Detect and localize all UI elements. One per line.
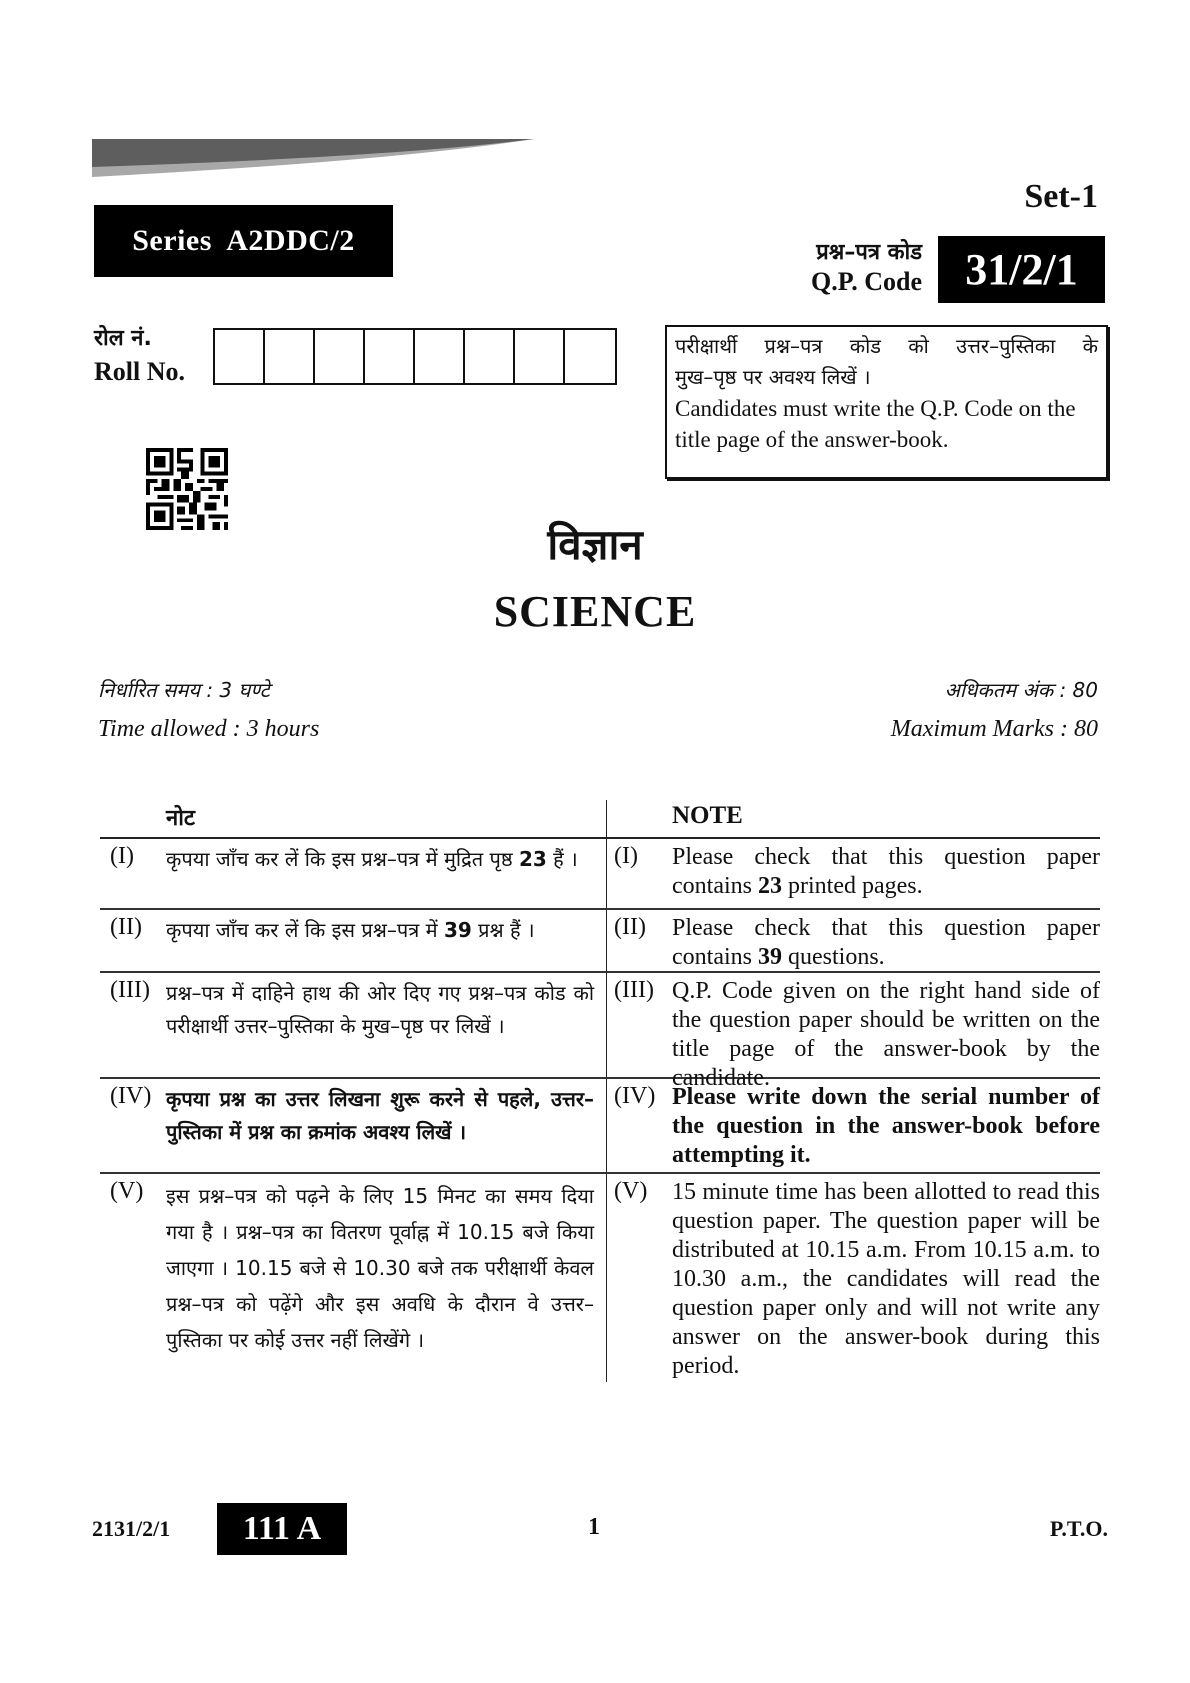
roll-number-labels (94, 324, 185, 389)
instruction-text-hindi: प्रश्न–पत्र में दाहिने हाथ की ओर दिए गए प्रश्न–पत्र कोड को परीक्षार्थी उत्तर–पुस्तिका के मुख–पृष्ठ पर लिखें । (166, 981, 594, 1038)
instruction-text-english: Please check that this question paper contains 23 printed pages. (672, 844, 1100, 899)
time-allowed-english: Time allowed : 3 hours (98, 716, 320, 742)
footer-paper-code: 2131/2/1 (92, 1516, 171, 1541)
instruction-number: (I) (614, 843, 638, 869)
max-marks-hindi: अधिकतम अंक : 80 (944, 678, 1098, 702)
footer-badge (217, 1503, 347, 1555)
instruction-text-english: Please check that this question paper contains 39 questions. (672, 915, 1100, 970)
instruction-number: (V) (614, 1178, 648, 1204)
header-swoosh-graphic (92, 139, 534, 177)
roll-label-english: Roll No. (94, 356, 185, 386)
roll-digit-box-5[interactable] (415, 330, 465, 383)
instruction-text-hindi: कृपया जाँच कर लें कि इस प्रश्न–पत्र में मुद्रित पृष्ठ 23 हैं । (166, 847, 578, 871)
series-label: Series A2DDC/2 (132, 224, 355, 257)
roll-digit-box-6[interactable] (465, 330, 515, 383)
note-heading-hindi: नोट (166, 806, 195, 831)
roll-digit-box-4[interactable] (365, 330, 415, 383)
instruction-text-english: 15 minute time has been allotted to read this question paper. The question paper will be distributed at 10.15 a.m. From 10.15 a.m. to 10.30 a.m., the candidates will read the question paper only and will not write any answer on the answer-book during this period. (672, 1179, 1100, 1379)
time-allowed-hindi: निर्धारित समय : 3 घण्टे (98, 678, 270, 702)
instruction-text-english: Q.P. Code given on the right hand side of the question paper should be written on the title page of the answer-book by the candidate. (672, 978, 1100, 1091)
instructions-table (100, 800, 1100, 1384)
subject-title-hindi: विज्ञान (547, 520, 643, 569)
roll-label-hindi: रोल नं. (94, 326, 152, 351)
subject-title-english: SCIENCE (493, 587, 697, 636)
instruction-text-hindi: इस प्रश्न–पत्र को पढ़ने के लिए 15 मिनट का समय दिया गया है । प्रश्न–पत्र का वितरण पूर्वाह्न में 10.15 बजे किया जाएगा । 10.15 बजे से 10.30 बजे तक परीक्षार्थी केवल प्रश्न–पत्र को पढ़ेंगे और इस अवधि के दौरान वे उत्तर–पुस्तिका पर कोई उत्तर नहीं लिखेंगे । (166, 1184, 594, 1352)
instruction-number: (I) (110, 843, 134, 869)
instructions-header-row (100, 800, 1100, 839)
max-marks-english: Maximum Marks : 80 (890, 716, 1098, 742)
notice-hindi-line-2: मुख–पृष्ठ पर अवश्य लिखें । (675, 365, 871, 389)
notice-hindi-line-1: परीक्षार्थी प्रश्न–पत्र कोड को उत्तर–पुस्तिका के (675, 334, 1098, 358)
qp-code-instruction-box (665, 325, 1108, 479)
instruction-row-1 (100, 839, 1100, 910)
instruction-number: (IV) (110, 1083, 152, 1109)
qp-code-labels (760, 240, 922, 298)
qp-code-label-english: Q.P. Code (811, 267, 922, 297)
instruction-row-2 (100, 910, 1100, 973)
notice-english: Candidates must write the Q.P. Code on the title page of the answer-book. (675, 396, 1076, 452)
instruction-number: (II) (110, 914, 142, 940)
roll-digit-box-1[interactable] (215, 330, 265, 383)
qp-code-label-hindi: प्रश्न–पत्र कोड (816, 240, 922, 265)
series-badge (94, 205, 393, 277)
instruction-number: (III) (614, 977, 654, 1003)
set-label: Set-1 (1024, 178, 1098, 215)
instruction-row-3 (100, 973, 1100, 1091)
footer-badge-label: 111 A (242, 1510, 322, 1547)
instruction-row-4 (100, 1079, 1100, 1174)
roll-digit-box-8[interactable] (565, 330, 615, 383)
roll-digit-box-7[interactable] (515, 330, 565, 383)
instruction-number: (V) (110, 1178, 144, 1204)
instruction-text-hindi: कृपया प्रश्न का उत्तर लिखना शुरू करने से पहले, उत्तर–पुस्तिका में प्रश्न का क्रमांक अवश्य लिखें । (166, 1087, 594, 1144)
roll-number-boxes (213, 328, 617, 385)
roll-digit-box-3[interactable] (315, 330, 365, 383)
qp-code-value: 31/2/1 (965, 245, 1078, 294)
page-number: 1 (588, 1514, 600, 1540)
instruction-text-hindi: कृपया जाँच कर लें कि इस प्रश्न–पत्र में 39 प्रश्न हैं । (166, 918, 535, 942)
note-heading-english: NOTE (672, 802, 743, 829)
instruction-row-5 (100, 1174, 1100, 1384)
instruction-number: (IV) (614, 1083, 656, 1109)
instruction-number: (II) (614, 914, 646, 940)
qp-code-badge (938, 236, 1105, 303)
instruction-number: (III) (110, 977, 150, 1003)
instruction-text-english: Please write down the serial number of the question in the answer-book before attempting it. (672, 1084, 1100, 1168)
roll-digit-box-2[interactable] (265, 330, 315, 383)
please-turn-over-label: P.T.O. (1049, 1516, 1108, 1541)
